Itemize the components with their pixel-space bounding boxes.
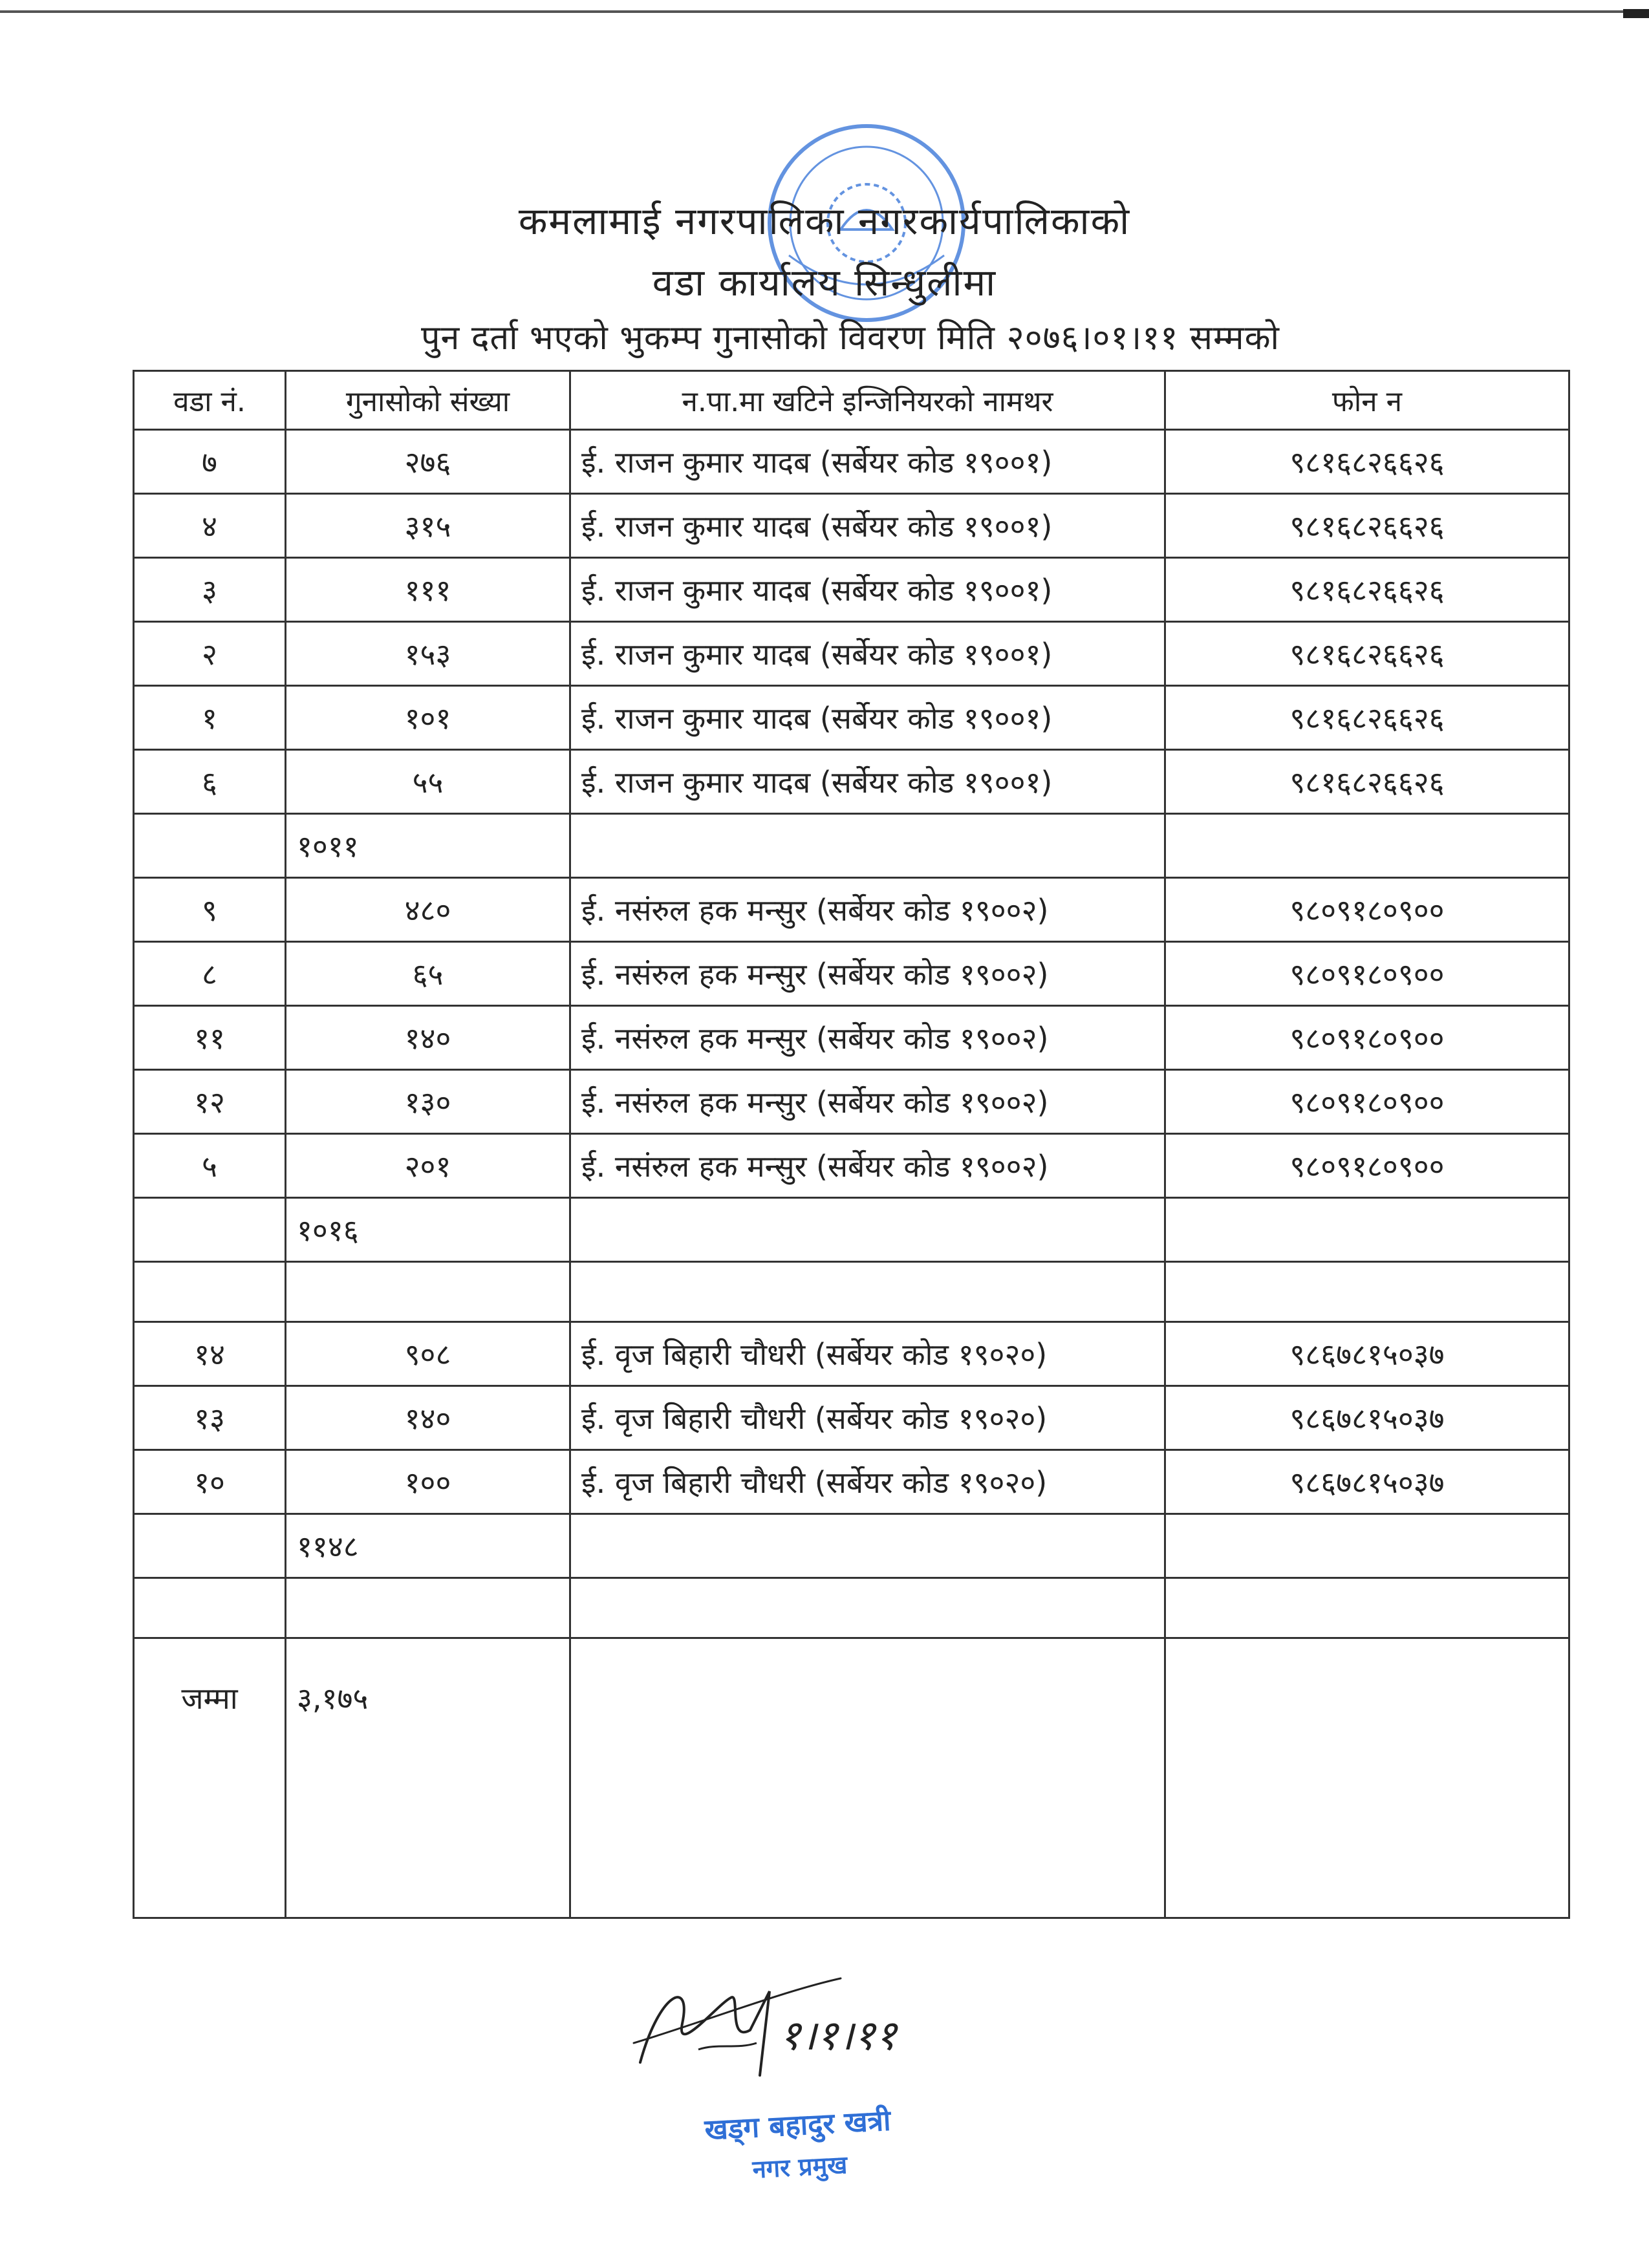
table-row <box>134 942 1569 1006</box>
phone-cell: ९८०९१८०९०० <box>1165 1070 1569 1134</box>
engineer-cell: ई. वृज बिहारी चौधरी (सर्बेयर कोड १९०२०) <box>570 1386 1165 1450</box>
empty-cell <box>1165 1262 1569 1322</box>
ward-cell: २ <box>134 622 286 686</box>
ward-cell: ५ <box>134 1134 286 1198</box>
count-cell: १५३ <box>286 622 570 686</box>
header-line-2: वडा कार्यालय सिन्धुलीमा <box>652 261 997 305</box>
table-row <box>134 878 1569 942</box>
total-label: जम्मा <box>134 1638 286 1918</box>
handwritten-signature <box>621 1952 931 2095</box>
count-cell: ६५ <box>286 942 570 1006</box>
count-cell: ५५ <box>286 750 570 814</box>
phone-cell: ९८०९१८०९०० <box>1165 878 1569 942</box>
table-header-row <box>134 371 1569 430</box>
count-cell: १०१ <box>286 686 570 750</box>
mayor-stamp <box>674 2098 923 2190</box>
table-row <box>134 1450 1569 1514</box>
subtotal-row <box>134 1198 1569 1262</box>
empty-cell <box>570 1514 1165 1578</box>
phone-cell: ९८१६८२६६२६ <box>1165 750 1569 814</box>
phone-cell: ९८६७८१५०३७ <box>1165 1450 1569 1514</box>
ward-cell: १४ <box>134 1322 286 1386</box>
empty-cell <box>1165 814 1569 878</box>
count-cell: ३१५ <box>286 494 570 558</box>
empty-cell <box>134 1514 286 1578</box>
table-row <box>134 750 1569 814</box>
ward-cell: १० <box>134 1450 286 1514</box>
count-cell: ९०८ <box>286 1322 570 1386</box>
engineer-cell: ई. नसंरुल हक मन्सुर (सर्बेयर कोड १९००२) <box>570 1134 1165 1198</box>
engineer-cell: ई. नसंरुल हक मन्सुर (सर्बेयर कोड १९००२) <box>570 942 1165 1006</box>
empty-cell <box>570 1262 1165 1322</box>
stamp-title: नगर प्रमुख <box>751 2150 848 2184</box>
grievance-table <box>133 370 1570 1919</box>
ward-cell: १ <box>134 686 286 750</box>
empty-cell <box>134 1262 286 1322</box>
signature-date: १।१।११ <box>779 2012 897 2060</box>
engineer-cell: ई. नसंरुल हक मन्सुर (सर्बेयर कोड १९००२) <box>570 878 1165 942</box>
empty-cell <box>134 814 286 878</box>
phone-cell: ९८०९१८०९०० <box>1165 1134 1569 1198</box>
empty-cell <box>570 1198 1165 1262</box>
engineer-cell: ई. नसंरुल हक मन्सुर (सर्बेयर कोड १९००२) <box>570 1070 1165 1134</box>
empty-cell <box>286 1578 570 1638</box>
table-row <box>134 1386 1569 1450</box>
ward-cell: ३ <box>134 558 286 622</box>
empty-cell <box>570 1578 1165 1638</box>
engineer-cell: ई. वृज बिहारी चौधरी (सर्बेयर कोड १९०२०) <box>570 1322 1165 1386</box>
empty-cell <box>134 1198 286 1262</box>
engineer-cell: ई. नसंरुल हक मन्सुर (सर्बेयर कोड १९००२) <box>570 1006 1165 1070</box>
count-cell: १०० <box>286 1450 570 1514</box>
engineer-cell: ई. राजन कुमार यादब (सर्बेयर कोड १९००१) <box>570 750 1165 814</box>
ward-cell: ८ <box>134 942 286 1006</box>
count-cell: १४० <box>286 1386 570 1450</box>
table-row <box>134 622 1569 686</box>
table-row <box>134 430 1569 494</box>
table-row <box>134 1134 1569 1198</box>
empty-cell <box>1165 1638 1569 1918</box>
phone-cell: ९८१६८२६६२६ <box>1165 558 1569 622</box>
phone-cell: ९८०९१८०९०० <box>1165 942 1569 1006</box>
empty-cell <box>570 814 1165 878</box>
ward-cell: ४ <box>134 494 286 558</box>
total-row <box>134 1638 1569 1918</box>
phone-cell: ९८१६८२६६२६ <box>1165 494 1569 558</box>
ward-cell: ७ <box>134 430 286 494</box>
column-header-phone: फोन न <box>1165 371 1569 430</box>
column-header-ward: वडा नं. <box>134 371 286 430</box>
ward-cell: १२ <box>134 1070 286 1134</box>
table-row <box>134 1070 1569 1134</box>
column-header-count: गुनासोको संख्या <box>286 371 570 430</box>
blank-row <box>134 1578 1569 1638</box>
total-value: ३,१७५ <box>286 1638 570 1918</box>
phone-cell: ९८६७८१५०३७ <box>1165 1322 1569 1386</box>
ward-cell: १३ <box>134 1386 286 1450</box>
count-cell: १११ <box>286 558 570 622</box>
subtotal-row <box>134 1514 1569 1578</box>
phone-cell: ९८१६८२६६२६ <box>1165 686 1569 750</box>
table-row <box>134 558 1569 622</box>
ward-cell: ९ <box>134 878 286 942</box>
subtotal-row <box>134 814 1569 878</box>
table-row <box>134 1322 1569 1386</box>
table-row <box>134 686 1569 750</box>
empty-cell <box>286 1262 570 1322</box>
subtotal-value: ११४८ <box>286 1514 570 1578</box>
column-header-engineer: न.पा.मा खटिने इन्जिनियरको नामथर <box>570 371 1165 430</box>
engineer-cell: ई. राजन कुमार यादब (सर्बेयर कोड १९००१) <box>570 558 1165 622</box>
engineer-cell: ई. राजन कुमार यादब (सर्बेयर कोड १९००१) <box>570 622 1165 686</box>
blank-row <box>134 1262 1569 1322</box>
phone-cell: ९८१६८२६६२६ <box>1165 430 1569 494</box>
engineer-cell: ई. राजन कुमार यादब (सर्बेयर कोड १९००१) <box>570 686 1165 750</box>
header-line-1: कमलामाई नगरपालिका नगरकार्यपालिकाको <box>518 199 1131 243</box>
empty-cell <box>1165 1198 1569 1262</box>
table-row <box>134 494 1569 558</box>
phone-cell: ९८०९१८०९०० <box>1165 1006 1569 1070</box>
table-row <box>134 1006 1569 1070</box>
empty-cell <box>1165 1514 1569 1578</box>
header-line-3: पुन दर्ता भएको भुकम्प गुनासोको विवरण मिति २०७६।०१।११ सम्मको <box>420 319 1280 358</box>
count-cell: १४० <box>286 1006 570 1070</box>
engineer-cell: ई. राजन कुमार यादब (सर्बेयर कोड १९००१) <box>570 494 1165 558</box>
subtotal-value: १०१६ <box>286 1198 570 1262</box>
empty-cell <box>1165 1578 1569 1638</box>
phone-cell: ९८१६८२६६२६ <box>1165 622 1569 686</box>
subtotal-value: १०११ <box>286 814 570 878</box>
engineer-cell: ई. वृज बिहारी चौधरी (सर्बेयर कोड १९०२०) <box>570 1450 1165 1514</box>
count-cell: २०१ <box>286 1134 570 1198</box>
phone-cell: ९८६७८१५०३७ <box>1165 1386 1569 1450</box>
empty-cell <box>570 1638 1165 1918</box>
empty-cell <box>134 1578 286 1638</box>
engineer-cell: ई. राजन कुमार यादब (सर्बेयर कोड १९००१) <box>570 430 1165 494</box>
count-cell: १३० <box>286 1070 570 1134</box>
ward-cell: ११ <box>134 1006 286 1070</box>
count-cell: २७६ <box>286 430 570 494</box>
ward-cell: ६ <box>134 750 286 814</box>
count-cell: ४८० <box>286 878 570 942</box>
scan-top-edge <box>0 10 1649 13</box>
scan-corner-mark <box>1623 9 1649 18</box>
stamp-name: खड्ग बहादुर खत्री <box>704 2104 892 2147</box>
